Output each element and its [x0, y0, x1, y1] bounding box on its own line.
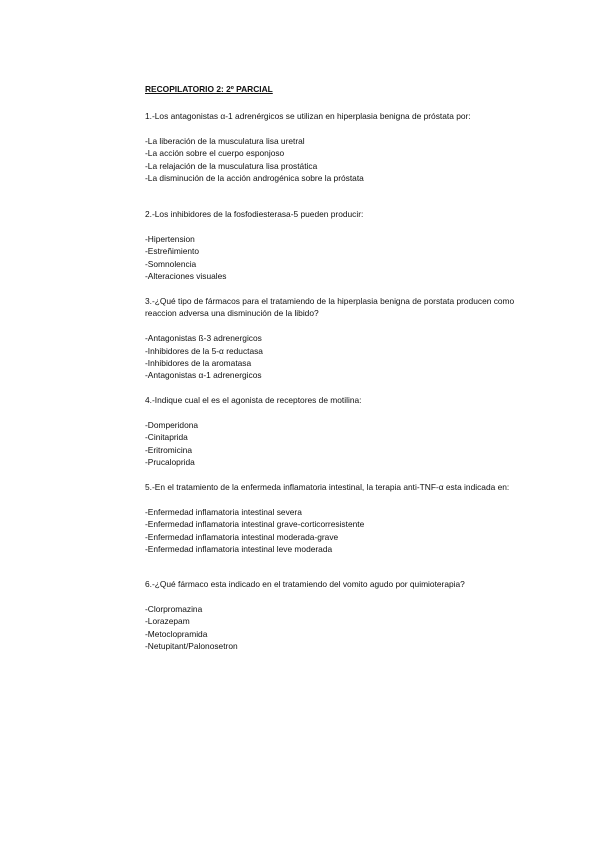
option: -Netupitant/Palonosetron [145, 641, 238, 652]
option: -La acción sobre el cuerpo esponjoso [145, 148, 285, 159]
question-1 [145, 110, 525, 184]
option: -La disminución de la acción androgénica sobre la próstata [145, 173, 364, 184]
option: -Enfermedad inflamatoria intestinal moderada-grave [145, 531, 339, 542]
option: -Enfermedad inflamatoria intestinal severa [145, 506, 302, 517]
question-text: 5.-En el tratamiento de la enfermeda inflamatoria intestinal, la terapia anti-TNF-α esta indicada en: [145, 482, 510, 492]
document-title: RECOPILATORIO 2: 2º PARCIAL [145, 84, 273, 94]
option: -Hipertension [145, 233, 195, 244]
question-6 [145, 578, 525, 652]
options-list [145, 332, 525, 382]
question-3 [145, 295, 525, 382]
option: -Eritromicina [145, 444, 192, 455]
option: -La relajación de la musculatura lisa prostática [145, 160, 318, 171]
question-4 [145, 394, 525, 468]
option: -Estreñimiento [145, 246, 199, 257]
options-list [145, 603, 525, 653]
option: -Lorazepam [145, 616, 190, 627]
question-text: 3.-¿Qué tipo de fármacos para el tratamiendo de la hiperplasia benigna de porstata producen como reaccion adversa una disminución de la libido? [145, 296, 515, 319]
option: -Enfermedad inflamatoria intestinal leve moderada [145, 544, 333, 555]
question-text: 4.-Indique cual el es el agonista de receptores de motilina: [145, 395, 362, 405]
question-text: 6.-¿Qué fármaco esta indicado en el tratamiendo del vomito agudo por quimioterapia? [145, 579, 465, 589]
option: -Cinitaprida [145, 432, 188, 443]
question-text: 1.-Los antagonistas α-1 adrenérgicos se utilizan en hiperplasia benigna de próstata por: [145, 111, 471, 121]
options-list [145, 233, 525, 283]
option: -Clorpromazina [145, 603, 203, 614]
option: -Enfermedad inflamatoria intestinal grave-corticorresistente [145, 519, 365, 530]
option: -Metoclopramida [145, 628, 208, 639]
options-list [145, 506, 525, 556]
option: -Prucaloprida [145, 457, 195, 468]
question-5 [145, 481, 525, 555]
option: -Inhibidores de la aromatasa [145, 358, 252, 369]
option: -Domperidona [145, 419, 199, 430]
question-2 [145, 208, 525, 282]
option: -Inhibidores de la 5-α reductasa [145, 345, 263, 356]
options-list [145, 419, 525, 469]
option: -La liberación de la musculatura lisa uretral [145, 135, 305, 146]
options-list [145, 135, 525, 185]
option: -Antagonistas ß-3 adrenergicos [145, 333, 262, 344]
option: -Antagonistas α-1 adrenergicos [145, 370, 262, 381]
question-text: 2.-Los inhibidores de la fosfodiesterasa-5 pueden producir: [145, 209, 364, 219]
option: -Alteraciones visuales [145, 271, 227, 282]
option: -Somnolencia [145, 258, 197, 269]
